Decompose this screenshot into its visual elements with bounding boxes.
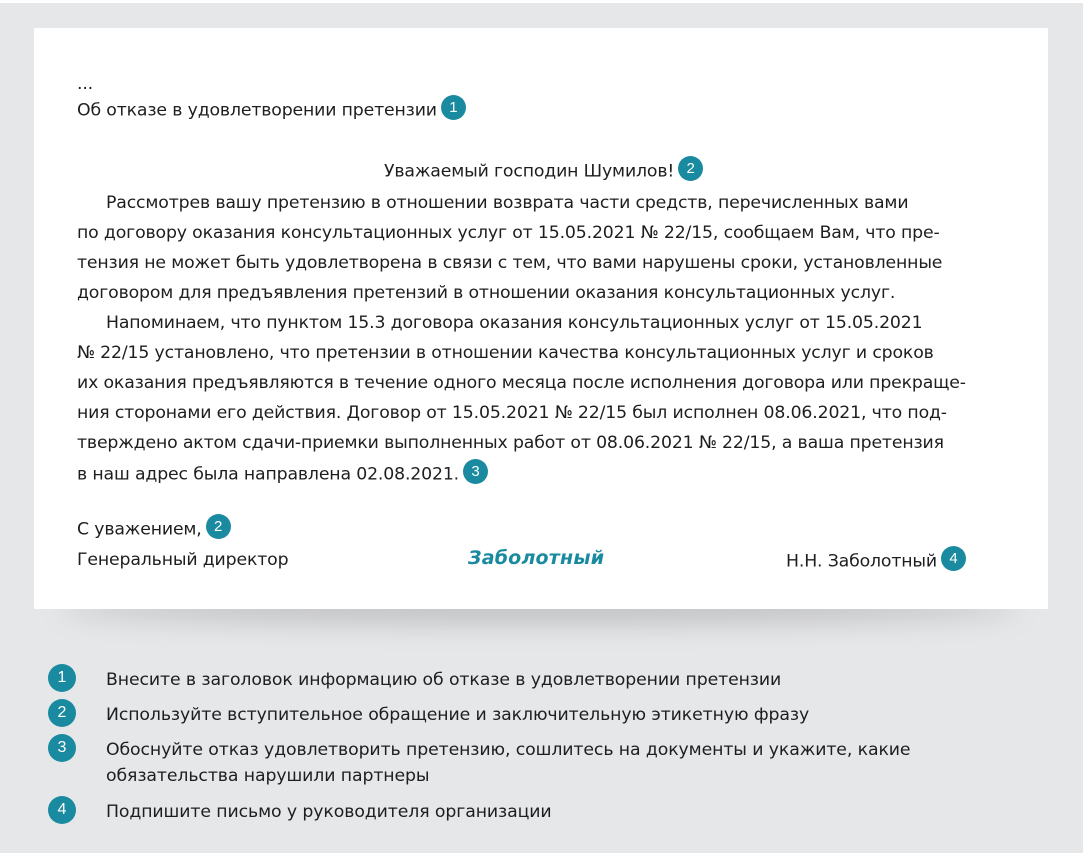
body-line-1: Рассмотрев вашу претензию в отношении возврата части средств, перечисленных вами [106, 193, 909, 213]
marker-badge-4: 4 [941, 546, 966, 571]
body-line-2: по договору оказания консультационных услуг от 15.05.2021 № 22/15, сообщаем Вам, что пре- [77, 223, 940, 243]
body-line-7: их оказания предъявляются в течение одного месяца после исполнения договора или прекраще- [77, 373, 966, 393]
closing-text: С уважением, [77, 519, 202, 540]
body-line-8: ния сторонами его действия. Договор от 15.05.2021 № 22/15 был исполнен 08.06.2021, что под- [77, 403, 947, 423]
signer-name-line [786, 549, 966, 574]
legend-text-1: Внесите в заголовок информацию об отказе в удовлетворении претензии [106, 670, 782, 690]
marker-badge-1: 1 [441, 95, 466, 120]
legend-text-4: Подпишите письмо у руководителя организации [106, 802, 552, 822]
handwritten-signature: Заболотный [468, 547, 605, 569]
legend-text-3-line2: обязательства нарушили партнеры [106, 766, 430, 786]
marker-badge-2: 2 [678, 156, 703, 181]
letter-card [34, 28, 1048, 609]
body-line-10 [77, 462, 488, 487]
legend-badge-1: 1 [48, 664, 76, 692]
legend-text-2: Используйте вступительное обращение и заключительную этикетную фразу [106, 705, 810, 725]
letter-greeting [384, 159, 703, 184]
body-line-9: тверждено актом сдачи-приемки выполненных работ от 08.06.2021 № 22/15, а ваша претензия [77, 433, 944, 453]
legend-badge-4: 4 [48, 796, 76, 824]
legend-badge-3: 3 [48, 734, 76, 762]
subject-text: Об отказе в удовлетворении претензии [77, 100, 437, 121]
body-line-3: тензия не может быть удовлетворена в связи с тем, что вами нарушены сроки, установленные [77, 253, 943, 273]
body-line-10-text: в наш адрес была направлена 02.08.2021. [77, 464, 460, 485]
letter-subject [77, 98, 466, 123]
greeting-text: Уважаемый господин Шумилов! [384, 161, 675, 182]
marker-badge-2b: 2 [206, 514, 231, 539]
body-line-5: Напоминаем, что пунктом 15.3 договора оказания консультационных услуг от 15.05.2021 [106, 313, 923, 333]
ellipsis: ... [77, 74, 94, 94]
body-line-4: договором для предъявления претензий в отношении оказания консультационных услуг. [77, 283, 896, 303]
legend-text-3: Обоснуйте отказ удовлетворить претензию, сошлитесь на документы и укажите, какие [106, 740, 911, 760]
body-line-6: № 22/15 установлено, что претензии в отношении качества консультационных услуг и сроков [77, 343, 934, 363]
letter-closing [77, 517, 231, 542]
signer-name: Н.Н. Заболотный [786, 551, 937, 572]
marker-badge-3: 3 [463, 459, 488, 484]
signer-position: Генеральный директор [77, 550, 289, 570]
legend-badge-2: 2 [48, 699, 76, 727]
